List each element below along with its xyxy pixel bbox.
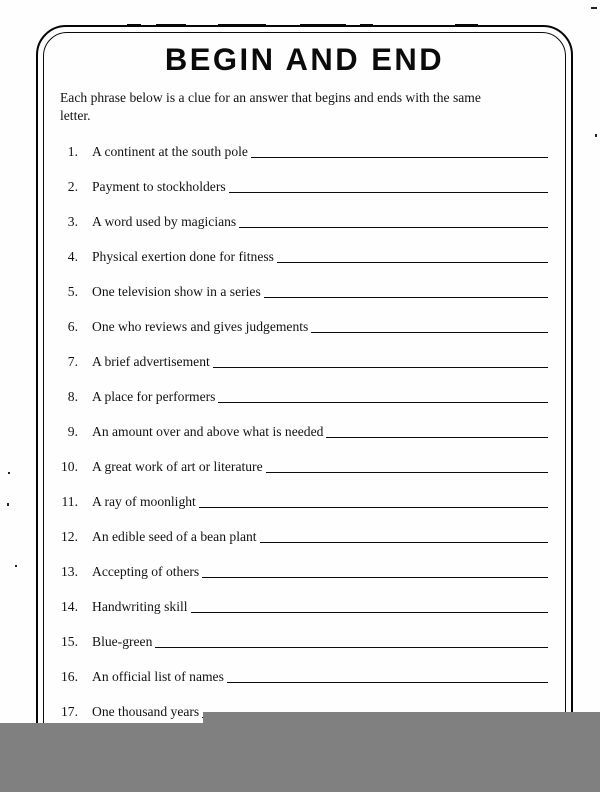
answer-blank[interactable]	[227, 679, 548, 683]
clue-text: Payment to stockholders	[92, 179, 226, 194]
scan-artifact	[360, 24, 373, 27]
clue-list	[56, 144, 548, 739]
scan-artifact	[15, 565, 17, 567]
scan-artifact	[595, 134, 597, 137]
clue-number: 15.	[61, 634, 78, 649]
clue-text: An amount over and above what is needed	[92, 424, 324, 439]
answer-blank[interactable]	[199, 504, 548, 508]
clue-number: 11.	[61, 494, 78, 509]
clue-row	[56, 144, 548, 179]
clue-number: 16.	[61, 669, 78, 684]
scan-cutoff-overlay	[0, 723, 600, 792]
clue-text: Handwriting skill	[92, 599, 188, 614]
clue-number: 4.	[67, 249, 78, 264]
clue-row	[56, 459, 548, 494]
instructions-line-2: letter.	[60, 107, 91, 123]
clue-number: 9.	[67, 424, 78, 439]
answer-blank[interactable]	[229, 189, 548, 193]
clue-number: 8.	[67, 389, 78, 404]
answer-blank[interactable]	[218, 399, 548, 403]
instructions-line-1: Each phrase below is a clue for an answer that begins and ends with the same	[60, 90, 481, 105]
clue-row	[56, 319, 548, 354]
clue-row	[56, 214, 548, 249]
clue-row	[56, 179, 548, 214]
clue-text: One who reviews and gives judgements	[92, 319, 309, 334]
clue-text: A continent at the south pole	[92, 144, 248, 159]
clue-text: Blue-green	[92, 634, 153, 649]
clue-row	[56, 564, 548, 599]
scan-artifact	[591, 7, 597, 9]
clue-row	[56, 424, 548, 459]
clue-row	[56, 354, 548, 389]
answer-blank[interactable]	[260, 539, 548, 543]
page-title: BEGIN AND END	[164, 41, 445, 78]
clue-row	[56, 599, 548, 634]
clue-text: Accepting of others	[92, 564, 200, 579]
clue-text: One thousand years	[92, 704, 200, 719]
clue-row	[56, 669, 548, 704]
clue-text: A great work of art or literature	[92, 459, 263, 474]
clue-number: 7.	[67, 354, 78, 369]
clue-number: 1.	[67, 144, 78, 159]
clue-row	[56, 634, 548, 669]
answer-blank[interactable]	[202, 574, 548, 578]
clue-number: 10.	[61, 459, 78, 474]
clue-row	[56, 249, 548, 284]
clue-row	[56, 284, 548, 319]
answer-blank[interactable]	[239, 224, 548, 228]
instructions	[60, 89, 555, 124]
scan-artifact	[127, 24, 141, 27]
clue-text: A ray of moonlight	[92, 494, 196, 509]
answer-blank[interactable]	[266, 469, 548, 473]
answer-blank[interactable]	[155, 644, 548, 648]
clue-number: 17.	[61, 704, 78, 719]
scan-artifact	[156, 24, 186, 27]
scan-artifact	[300, 24, 346, 27]
scan-artifact	[455, 24, 478, 27]
clue-row	[56, 389, 548, 424]
clue-text: An edible seed of a bean plant	[92, 529, 257, 544]
answer-blank[interactable]	[277, 259, 548, 263]
clue-number: 13.	[61, 564, 78, 579]
clue-number: 14.	[61, 599, 78, 614]
answer-blank[interactable]	[251, 154, 548, 158]
scan-artifact	[8, 472, 10, 474]
clue-number: 2.	[67, 179, 78, 194]
clue-row	[56, 529, 548, 564]
answer-blank[interactable]	[264, 294, 548, 298]
answer-blank[interactable]	[326, 434, 548, 438]
clue-text: An official list of names	[92, 669, 224, 684]
clue-text: A place for performers	[92, 389, 216, 404]
scan-artifact	[7, 503, 9, 506]
scan-artifact	[218, 24, 266, 27]
clue-text: One television show in a series	[92, 284, 261, 299]
clue-text: A word used by magicians	[92, 214, 237, 229]
clue-row	[56, 494, 548, 529]
answer-blank[interactable]	[213, 364, 548, 368]
clue-text: Physical exertion done for fitness	[92, 249, 274, 264]
clue-number: 3.	[67, 214, 78, 229]
clue-number: 6.	[67, 319, 78, 334]
answer-blank[interactable]	[311, 329, 548, 333]
clue-number: 5.	[67, 284, 78, 299]
clue-text: A brief advertisement	[92, 354, 210, 369]
clue-number: 12.	[61, 529, 78, 544]
answer-blank[interactable]	[191, 609, 548, 613]
